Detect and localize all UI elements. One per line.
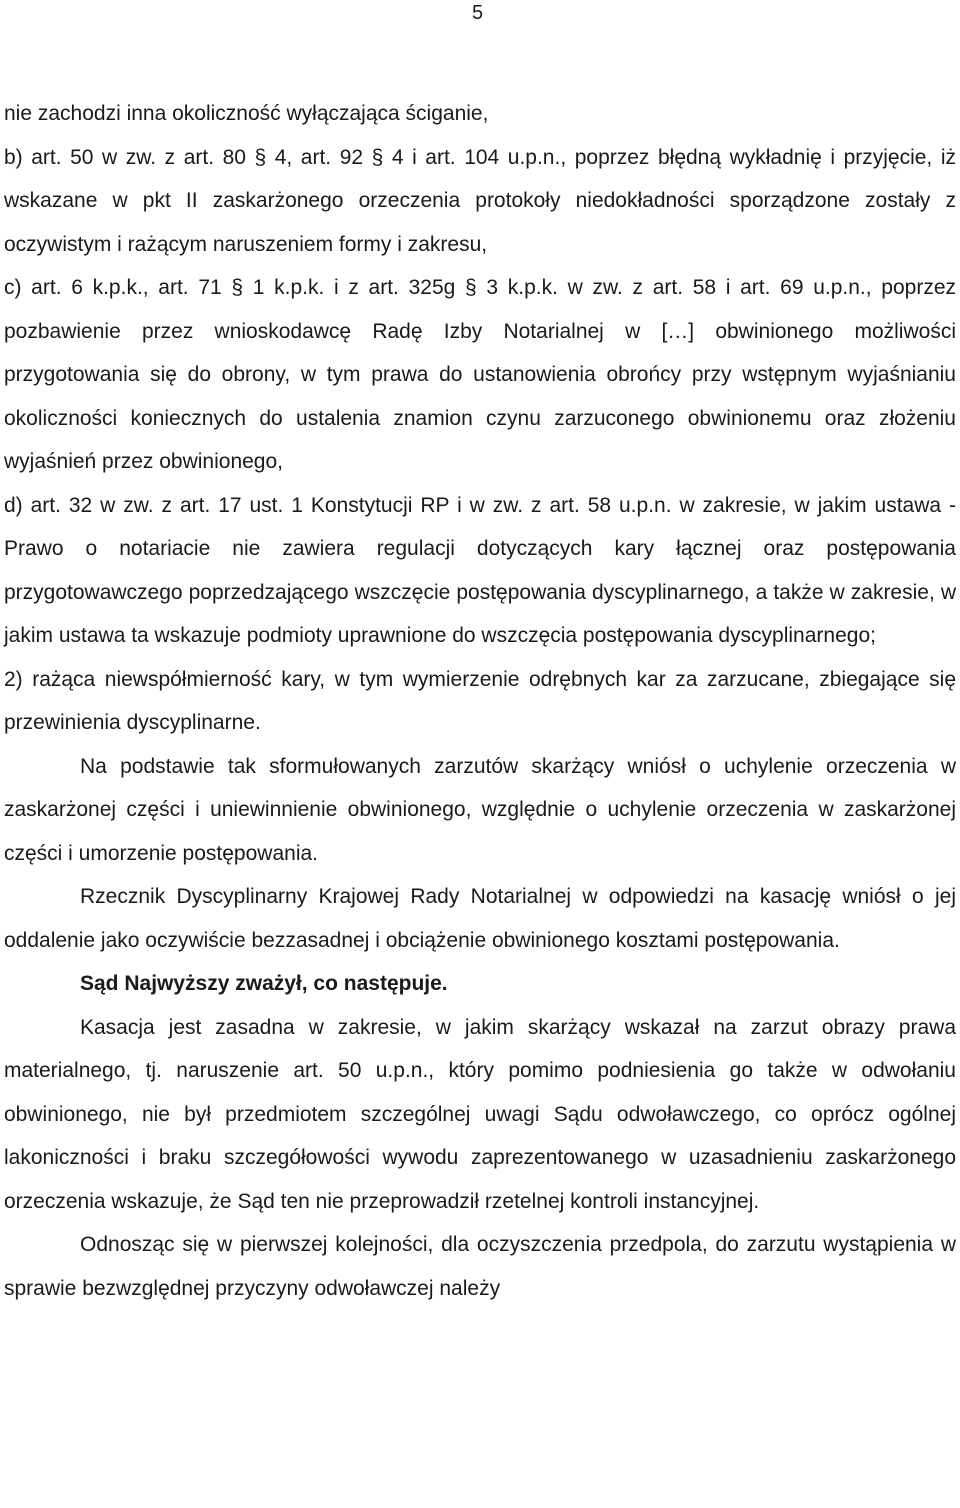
paragraph: 2) rażąca niewspółmierność kary, w tym wymierzenie odrębnych kar za zarzucane, zbiegające się przewinienia dyscyplinarne. [4, 667, 956, 734]
page-number: 5 [472, 2, 484, 24]
document-body [4, 92, 956, 1310]
paragraph: c) art. 6 k.p.k., art. 71 § 1 k.p.k. i z art. 325g § 3 k.p.k. w zw. z art. 58 i art. 69 u.p.n., poprzez pozbawienie przez wnioskodawcę Radę Izby Notarialnej w […] obwinionego możliwości przygotowania się do obrony, w tym prawa do ustanowienia obrońcy przy wstępnym wyjaśnianiu okoliczności koniecznych do ustalenia znamion czynu zarzuconego obwinionemu oraz złożeniu wyjaśnień przez obwinionego, [4, 276, 956, 473]
paragraph: d) art. 32 w zw. z art. 17 ust. 1 Konstytucji RP i w zw. z art. 58 u.p.n. w zakresie, w jakim ustawa - Prawo o notariacie nie zawiera regulacji dotyczących kary łącznej oraz postępowania przygotowawczego poprzedzającego wszczęcie postępowania dyscyplinarnego, a także w zakresie, w jakim ustawa ta wskazuje podmioty uprawnione do wszczęcia postępowania dyscyplinarnego; [4, 493, 956, 647]
paragraph: Kasacja jest zasadna w zakresie, w jakim skarżący wskazał na zarzut obrazy prawa materialnego, tj. naruszenie art. 50 u.p.n., który pomimo podniesienia go także w odwołaniu obwinionego, nie był przedmiotem szczególnej uwagi Sądu odwoławczego, co oprócz ogólnej lakoniczności i braku szczegółowości wywodu zaprezentowanego w uzasadnieniu zaskarżonego orzeczenia wskazuje, że Sąd ten nie przeprowadził rzetelnej kontroli instancyjnej. [4, 1015, 956, 1213]
paragraph: b) art. 50 w zw. z art. 80 § 4, art. 92 § 4 i art. 104 u.p.n., poprzez błędną wykładnię i przyjęcie, iż wskazane w pkt II zaskarżonego orzeczenia protokoły niedokładności sporządzone zostały z oczywistym i rażącym naruszeniem formy i zakresu, [4, 145, 956, 256]
paragraph: Odnosząc się w pierwszej kolejności, dla oczyszczenia przedpola, do zarzutu wystąpienia w sprawie bezwzględnej przyczyny odwoławczej należy [4, 1233, 956, 1300]
section-heading: Sąd Najwyższy zważył, co następuje. [80, 972, 448, 995]
paragraph: Na podstawie tak sformułowanych zarzutów skarżący wniósł o uchylenie orzeczenia w zaskarżonej części i uniewinnienie obwinionego, względnie o uchylenie orzeczenia w zaskarżonej części i umorzenie postępowania. [4, 754, 956, 865]
paragraph: Rzecznik Dyscyplinarny Krajowej Rady Notarialnej w odpowiedzi na kasację wniósł o jej oddalenie jako oczywiście bezzasadnej i obciążenie obwinionego kosztami postępowania. [4, 885, 956, 952]
paragraph: nie zachodzi inna okoliczność wyłączająca ściganie, [4, 102, 489, 125]
